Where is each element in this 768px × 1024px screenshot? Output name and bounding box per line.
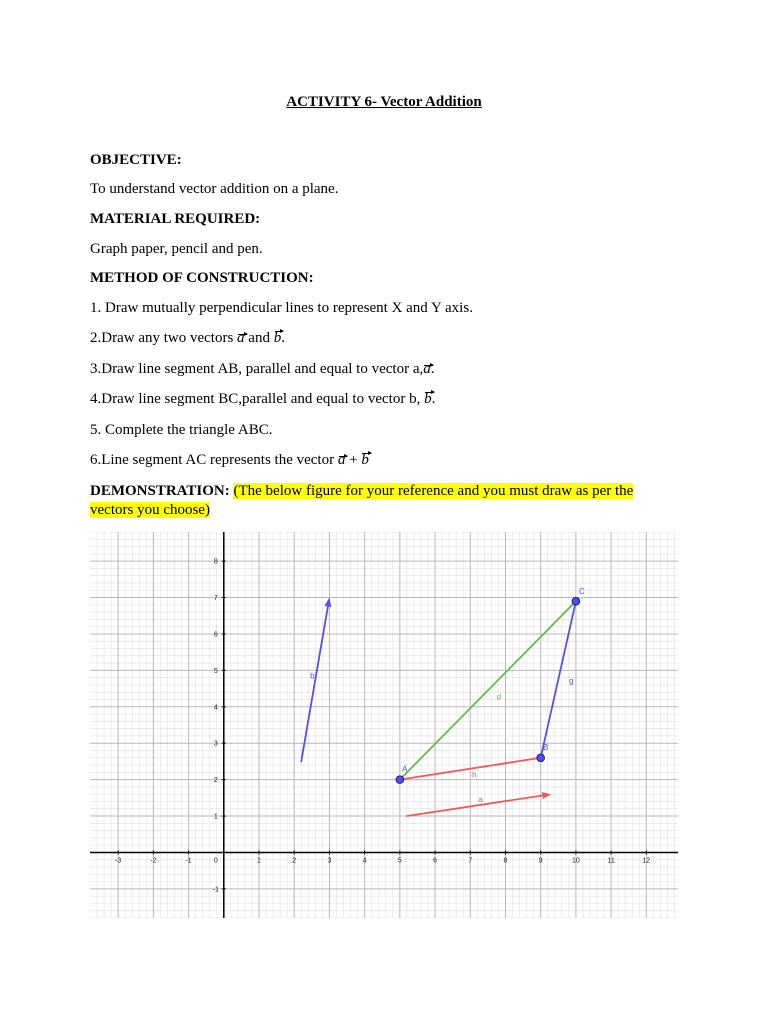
method-step-2 <box>90 329 678 348</box>
method-step-1: 1. Draw mutually perpendicular lines to represent X and Y axis. <box>90 300 473 316</box>
segment-d-line <box>400 601 576 779</box>
x-tick-label: 5 <box>397 857 402 865</box>
step-4-text: 4.Draw line segment BC,parallel and equal to vector b, <box>90 391 425 407</box>
demonstration <box>90 482 678 520</box>
vector-a-arrowhead <box>542 792 551 799</box>
vector-b-arrowhead <box>324 598 331 607</box>
vector-b-symbol: b <box>273 330 282 346</box>
vector-b-symbol: b <box>361 452 369 468</box>
x-tick-label: 2 <box>292 857 297 865</box>
y-tick-label: 3 <box>213 740 218 748</box>
x-tick-label: 6 <box>433 857 438 865</box>
step-6-text-mid: + <box>345 452 362 468</box>
segment-g-label: g <box>569 676 574 686</box>
method-step-5: 5. Complete the triangle ABC. <box>90 422 273 438</box>
x-tick-label: 9 <box>538 857 543 865</box>
step-4-text-end: . <box>431 391 436 407</box>
material-heading: MATERIAL REQUIRED: <box>90 211 261 227</box>
vector-a-label: a <box>478 795 483 805</box>
x-tick-label: -2 <box>150 857 157 865</box>
x-tick-label: 12 <box>642 857 651 865</box>
vector-b-line <box>301 604 328 762</box>
x-tick-label: 11 <box>607 857 615 865</box>
step-6-text: 6.Line segment AC represents the vector <box>90 452 338 468</box>
page-title-text: ACTIVITY 6- Vector Addition <box>286 94 482 110</box>
vector-b-symbol: b <box>424 391 432 407</box>
point-A-label: A <box>402 764 408 774</box>
vector-a-symbol: a <box>337 452 346 468</box>
y-tick-label: 2 <box>213 777 218 785</box>
x-tick-label: 3 <box>327 857 332 865</box>
vector-a-symbol: a <box>423 361 431 377</box>
step-3-text-end: . <box>430 361 435 377</box>
point-B <box>537 754 545 762</box>
vector-a-line <box>407 795 545 816</box>
segment-d-label: d <box>496 692 502 702</box>
x-tick-label: -3 <box>115 857 122 865</box>
y-tick-label: 1 <box>213 813 218 821</box>
vector-addition-figure <box>90 532 678 918</box>
page-title <box>90 93 678 112</box>
y-tick-label: 7 <box>213 595 218 603</box>
vector-b-label: b <box>310 671 315 681</box>
grid-minor-lines <box>90 532 678 918</box>
demonstration-note: (The below figure for your reference and you must draw as per the vectors you choose) <box>90 483 634 518</box>
x-tick-label: 8 <box>503 857 508 865</box>
x-tick-label: 0 <box>213 857 218 865</box>
y-tick-label: -1 <box>212 886 219 894</box>
point-C-label: C <box>579 587 585 597</box>
point-B-label: B <box>543 742 549 752</box>
step-2-text-mid: and <box>244 330 274 346</box>
step-3-text: 3.Draw line segment AB, parallel and equal to vector a, <box>90 361 424 377</box>
y-tick-label: 5 <box>213 667 218 675</box>
method-step-4 <box>90 390 678 409</box>
y-tick-label: 6 <box>213 631 218 639</box>
x-tick-label: 7 <box>468 857 473 865</box>
vector-a-symbol: a <box>237 330 245 346</box>
objective-text: To understand vector addition on a plane. <box>90 181 339 197</box>
y-tick-label: 4 <box>213 704 218 712</box>
material-text: Graph paper, pencil and pen. <box>90 241 263 257</box>
point-A <box>396 776 404 784</box>
x-tick-label: 1 <box>257 857 261 865</box>
x-tick-label: 10 <box>571 857 580 865</box>
step-2-text-end: . <box>281 330 285 346</box>
method-heading: METHOD OF CONSTRUCTION: <box>90 270 314 286</box>
method-step-3 <box>90 360 678 379</box>
step-2-text: 2.Draw any two vectors <box>90 330 238 346</box>
demonstration-heading: DEMONSTRATION: <box>90 483 230 499</box>
method-step-6 <box>90 451 678 470</box>
segment-h-label: h <box>472 770 477 780</box>
y-tick-label: 8 <box>213 558 218 566</box>
x-tick-label: 4 <box>362 857 367 865</box>
x-tick-label: -1 <box>185 857 192 865</box>
objective-heading: OBJECTIVE: <box>90 152 182 168</box>
point-C <box>572 597 580 605</box>
